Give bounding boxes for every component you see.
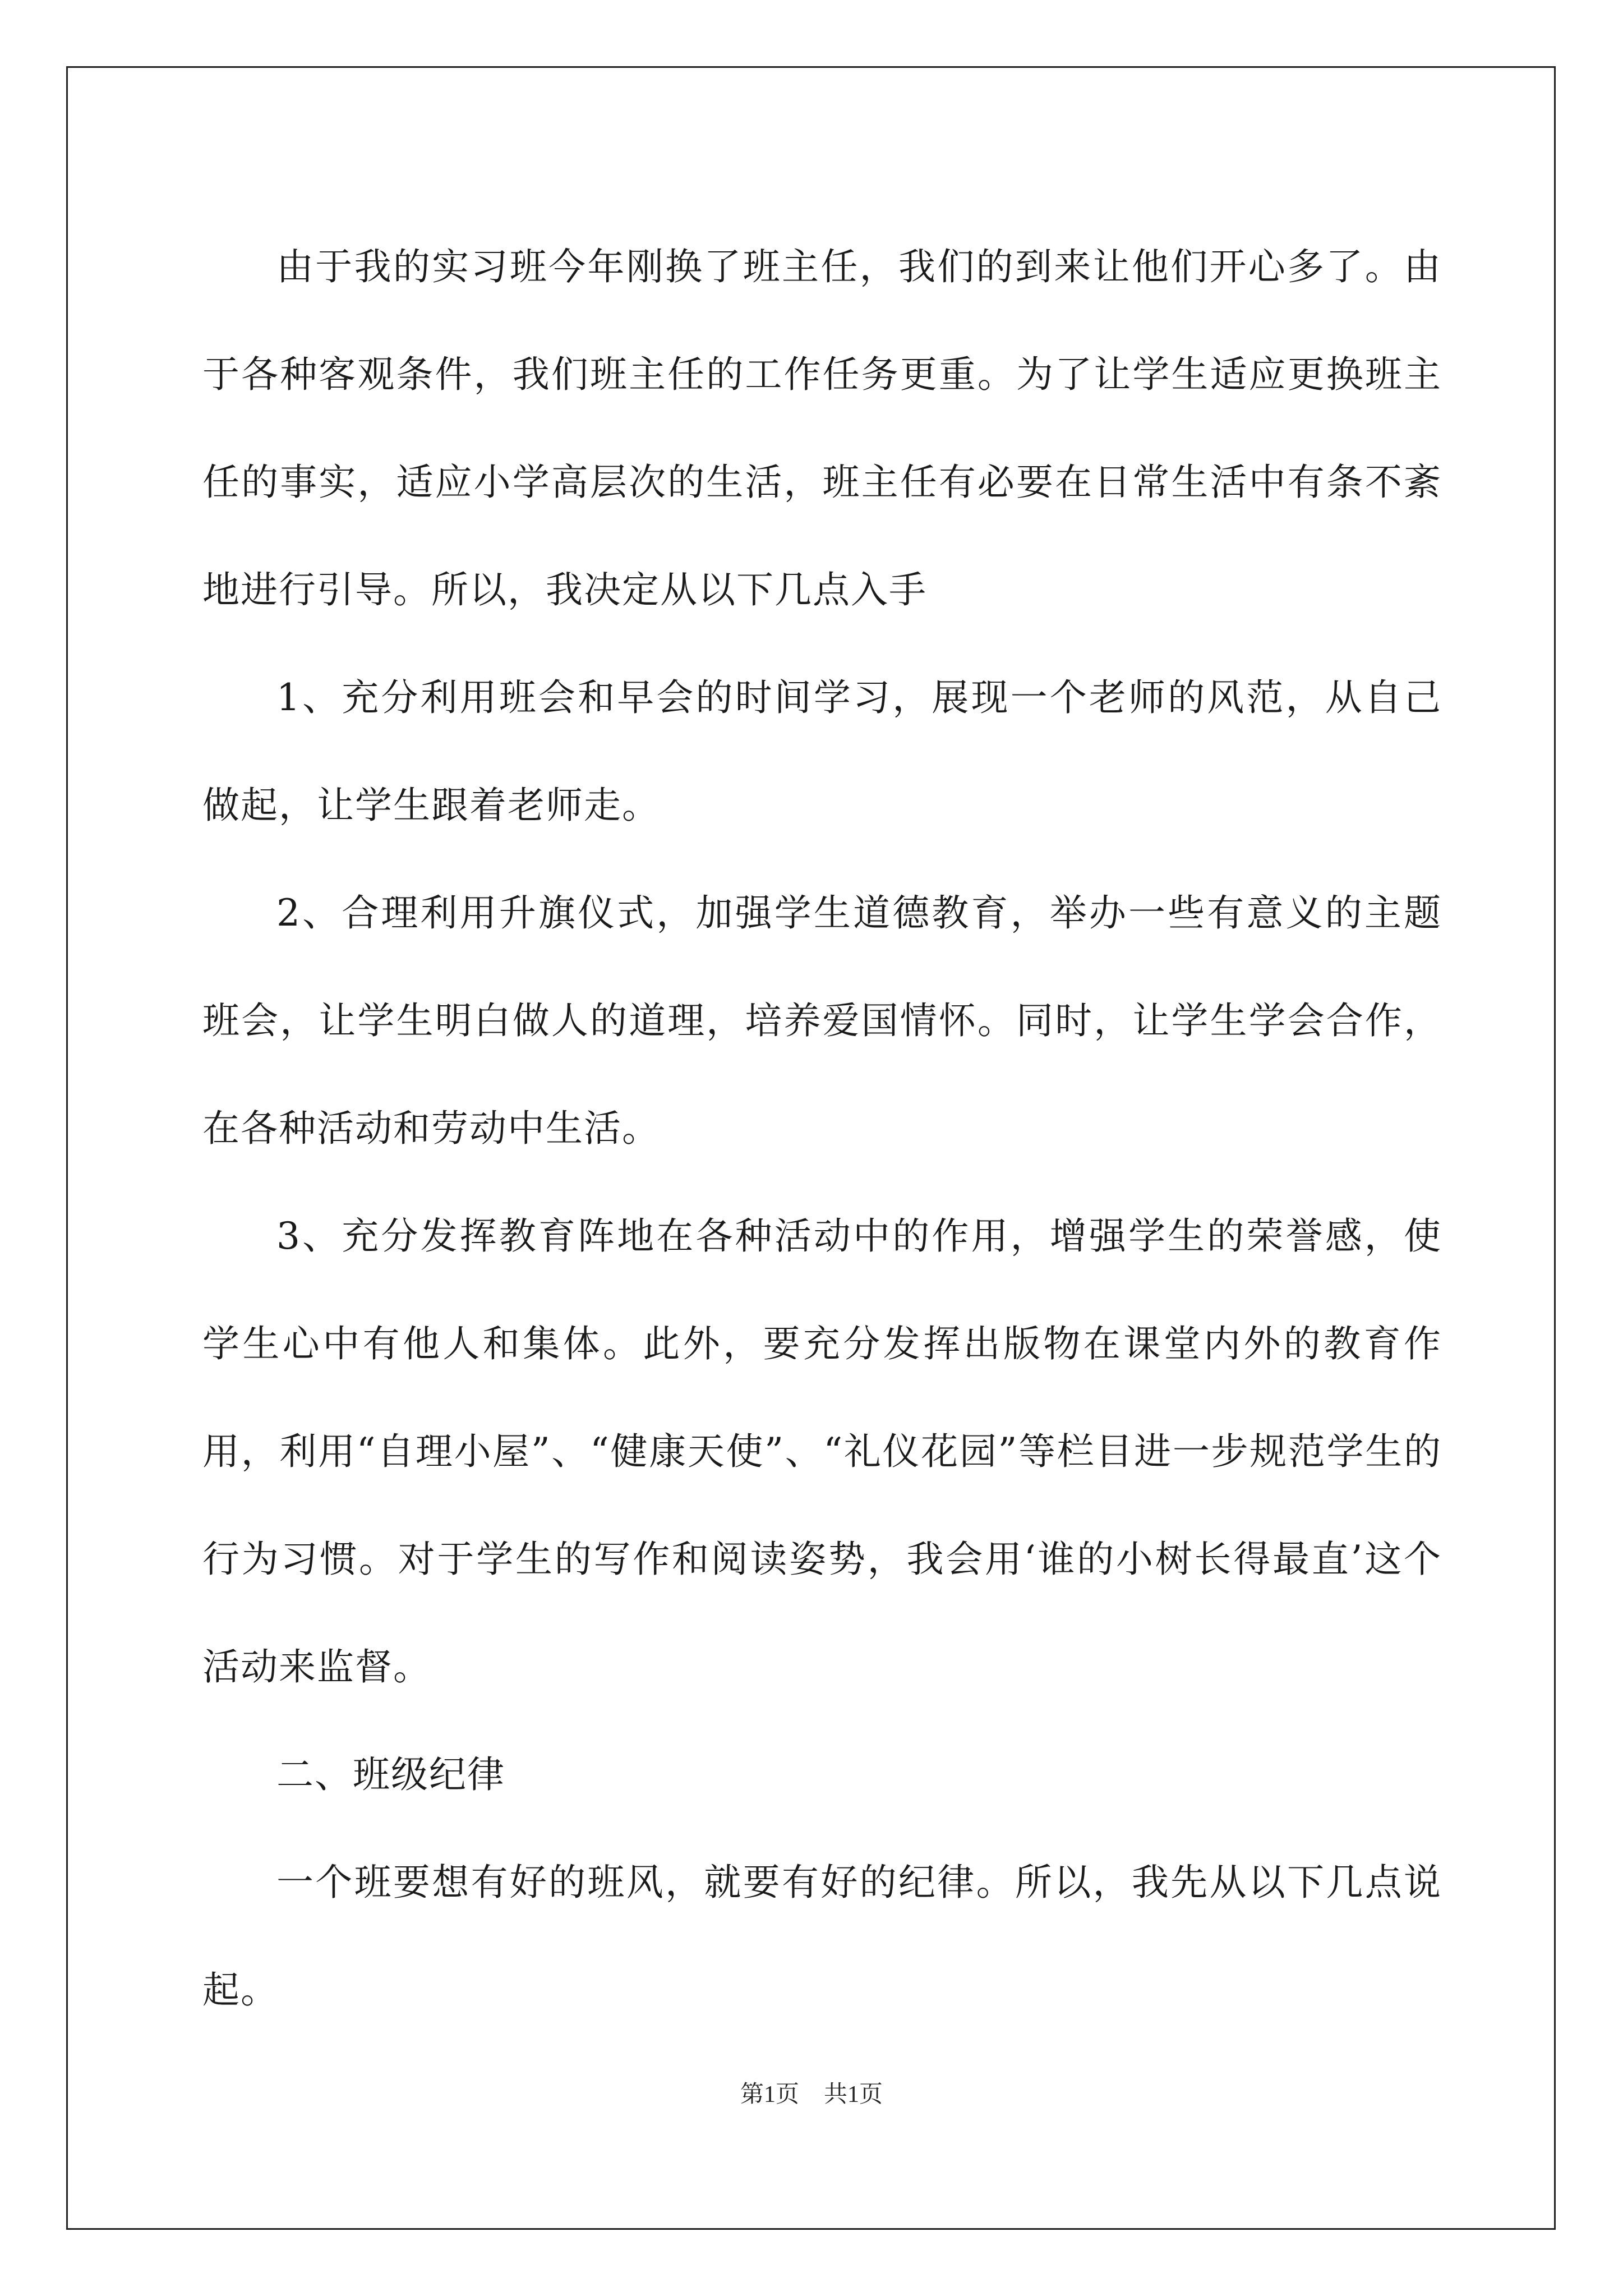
paragraph-point-2: 2、合理利用升旗仪式，加强学生道德教育，举办一些有意义的主题班会，让学生明白做人的道理，培养爱国情怀。同时，让学生学会合作，在各种活动和劳动中生活。 <box>202 891 1442 1150</box>
page-footer <box>0 2076 1623 2109</box>
section-heading-class-discipline: 二、班级纪律 <box>276 1753 505 1796</box>
page-total: 共1页 <box>824 2082 883 2108</box>
document-body <box>202 213 1442 2044</box>
page-number: 第1页 <box>740 2082 799 2108</box>
paragraph-point-3: 3、充分发挥教育阵地在各种活动中的作用，增强学生的荣誉感，使学生心中有他人和集体。此外，要充分发挥出版物在课堂内外的教育作用，利用“自理小屋”、“健康天使”、“礼仪花园”等栏目进一步规范学生的行为习惯。对于学生的写作和阅读姿势，我会用‘谁的小树长得最直’这个活动来监督。 <box>202 1214 1442 1688</box>
paragraph-intro: 由于我的实习班今年刚换了班主任，我们的到来让他们开心多了。由于各种客观条件，我们班主任的工作任务更重。为了让学生适应更换班主任的事实，适应小学高层次的生活，班主任有必要在日常生活中有条不紊地进行引导。所以，我决定从以下几点入手 <box>202 245 1442 611</box>
paragraph-discipline: 一个班要想有好的班风，就要有好的纪律。所以，我先从以下几点说起。 <box>202 1861 1442 2012</box>
paragraph-point-1: 1、充分利用班会和早会的时间学习，展现一个老师的风范，从自己做起，让学生跟着老师走。 <box>202 676 1442 827</box>
